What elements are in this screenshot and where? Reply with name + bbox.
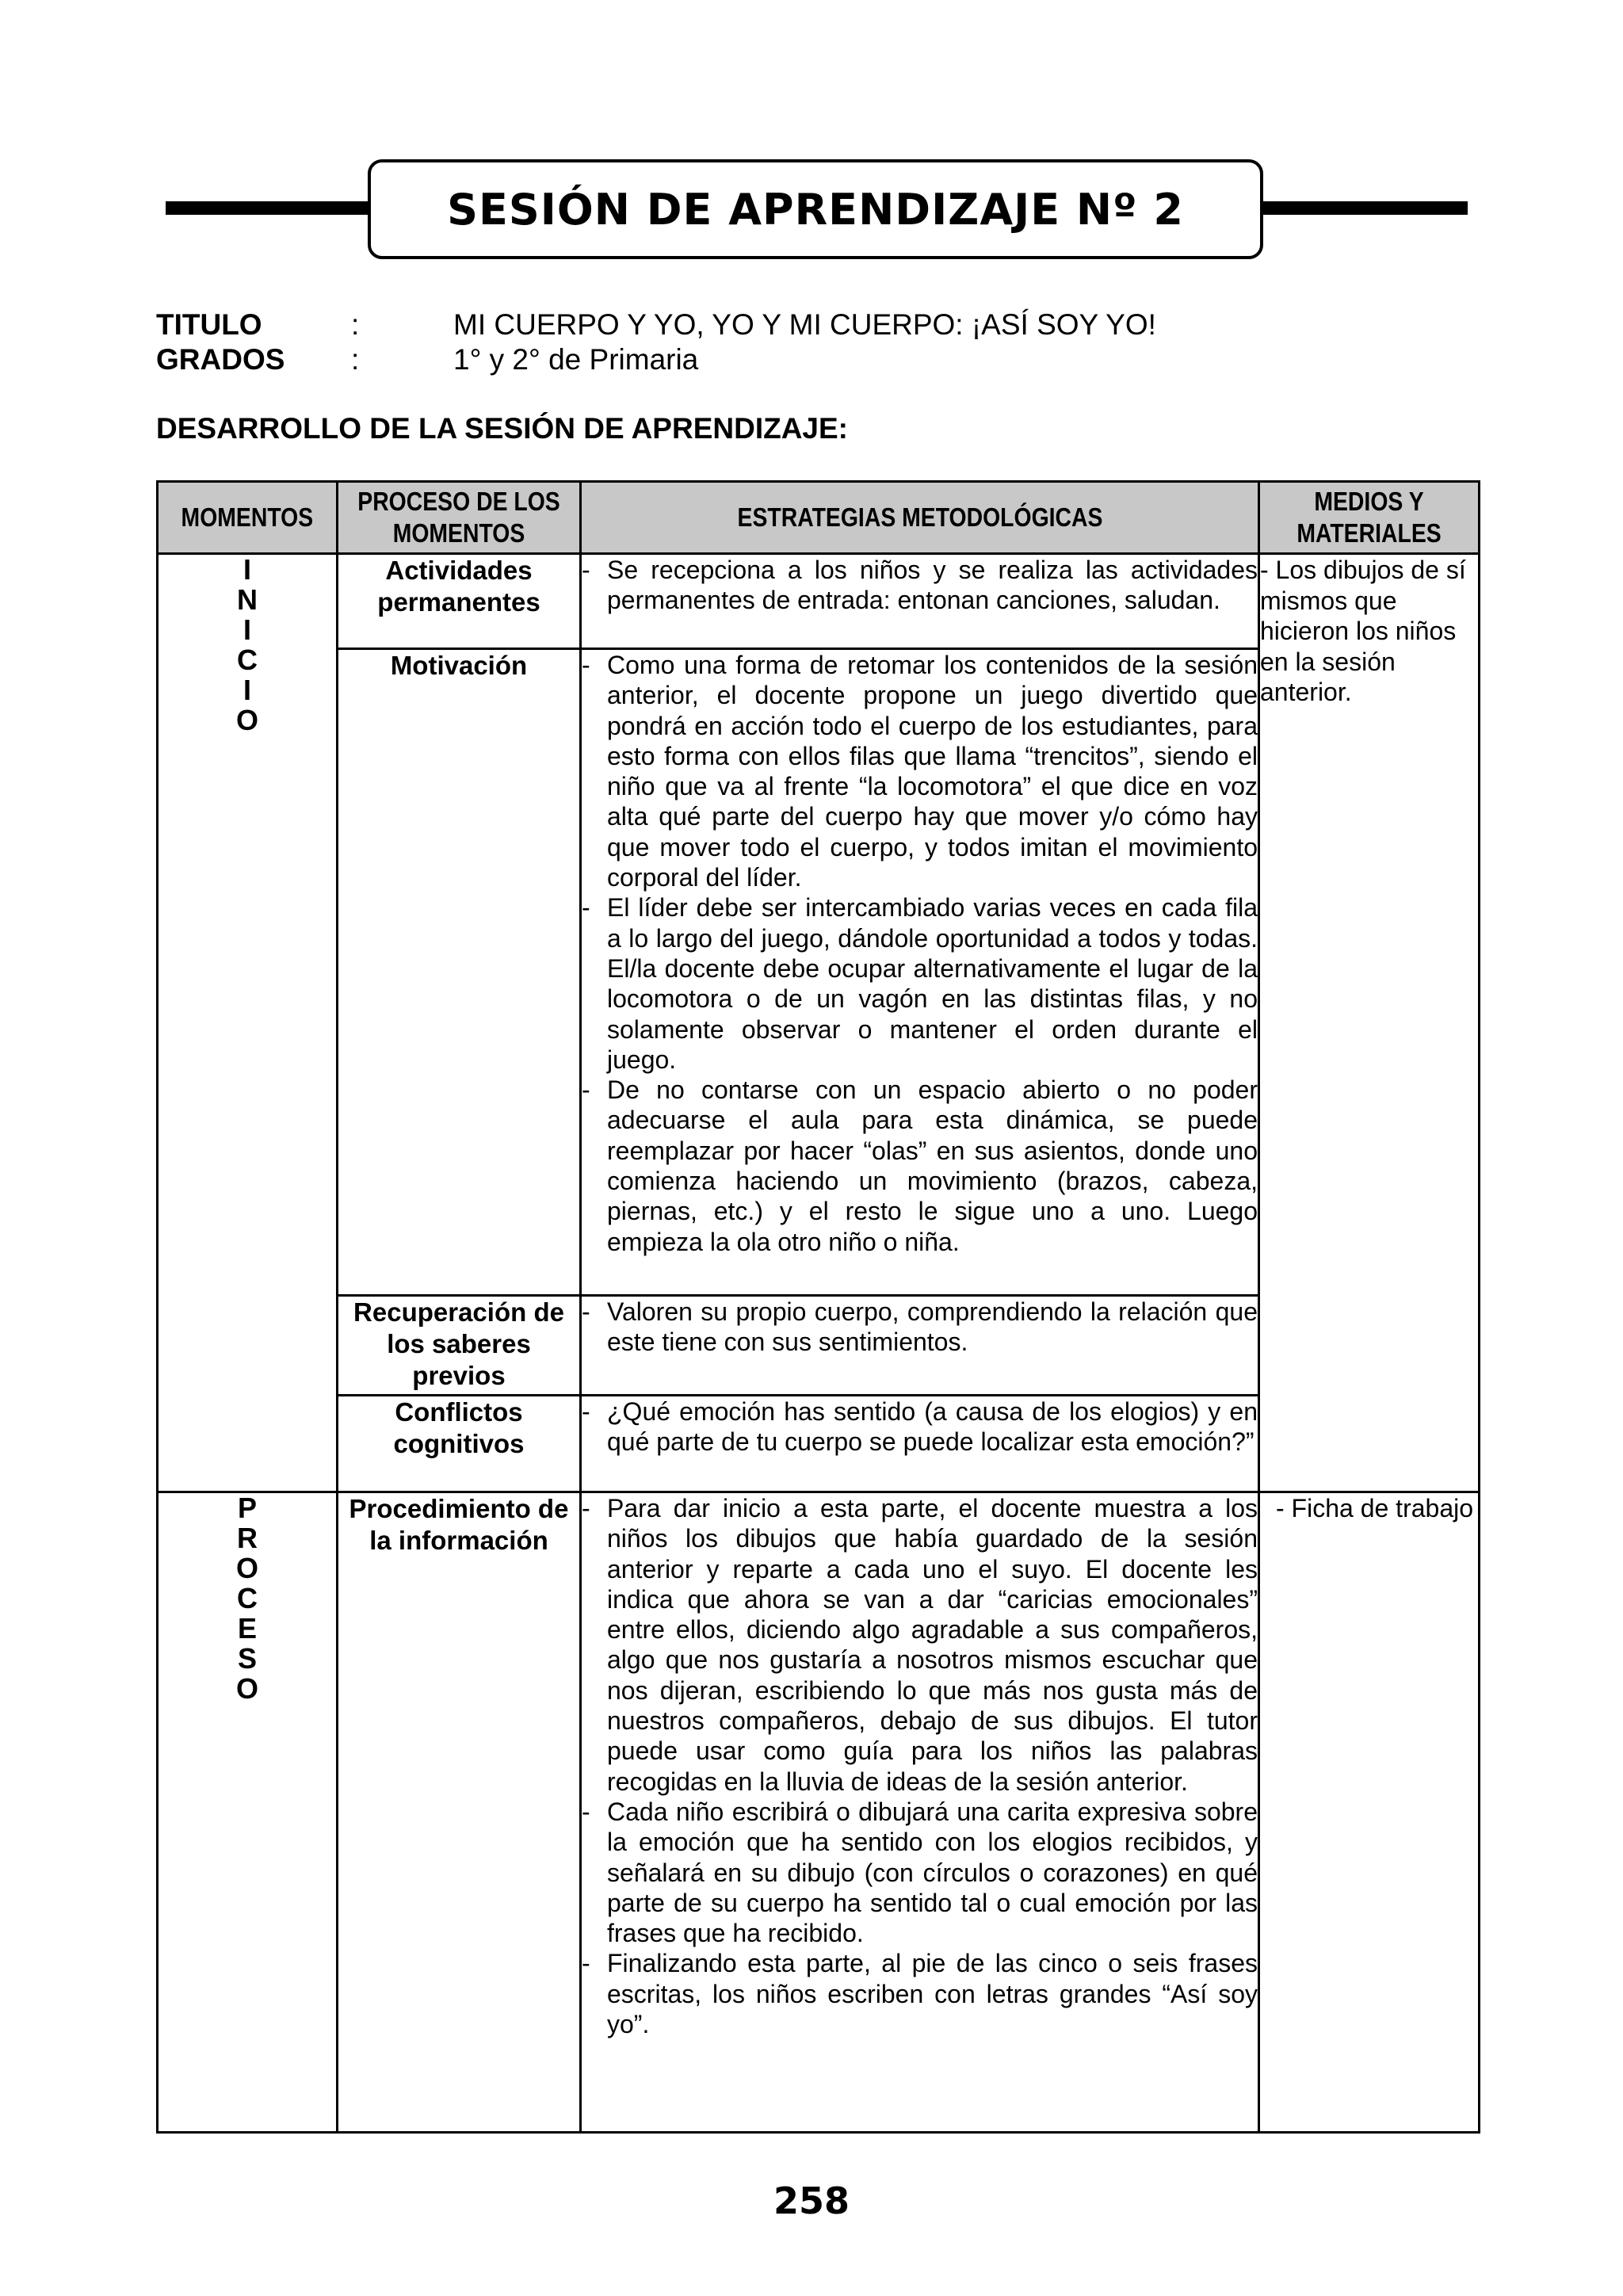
header-medios: MEDIOS Y MATERIALES — [1259, 482, 1480, 554]
title-rule-right — [1260, 201, 1468, 215]
estrategia-cell — [581, 1492, 1259, 2133]
list-item: - Para dar inicio a esta parte, el docente muestra a los niños los dibujos que había guardado de la sesión anterior y reparte a cada uno el suyo. El docente les indica que ahora se van a dar “caricias emocionales” entre ellos, diciendo algo agradable a sus compañeros, algo que nos gustaría a nosotros mismos escuchar que nos dijeran, escribiendo lo que más nos gusta más de nuestros compañeros, debajo de sus dibujos. El tutor puede usar como guía para los niños las palabras recogidas en la lluvia de ideas de la sesión anterior. — [582, 1494, 1258, 1796]
estrategia-cell — [581, 649, 1259, 1296]
estrategia-cell — [581, 1296, 1259, 1396]
header-estrategias: ESTRATEGIAS METODOLÓGICAS — [581, 482, 1259, 554]
proceso-recuperacion: Recuperación de los saberes previos — [338, 1296, 581, 1396]
grados-colon: : — [351, 343, 360, 376]
grados-value: 1° y 2° de Primaria — [453, 343, 699, 376]
list-item: - Como una forma de retomar los contenidos de la sesión anterior, el docente propone un juego divertido que pondrá en acción todo el cuerpo de los estudiantes, para esto forma con ellos filas que llama “trencitos”, siendo el niño que va al frente “la locomotora” el que dice en voz alta qué parte del cuerpo hay que mover y/o cómo hay que mover todo el cuerpo, y todos imitan el movimiento corporal del líder. — [582, 651, 1258, 892]
section-heading: DESARROLLO DE LA SESIÓN DE APRENDIZAJE: — [156, 412, 849, 445]
materiales-inicio: - Los dibujos de sí mismos que hicieron los niños en la sesión anterior. — [1259, 554, 1480, 1492]
grados-label: GRADOS — [156, 343, 285, 376]
header-momentos: MOMENTOS — [158, 482, 338, 554]
moment-proceso: P R O C E S O — [158, 1492, 338, 2133]
table-row — [158, 1492, 1480, 2133]
list-item: - De no contarse con un espacio abierto o no poder adecuarse el aula para esta dinámica, se puede reemplazar por hacer “olas” en sus asientos, donde uno comienza haciendo un movimiento (brazos, cabeza, piernas, etc.) y el resto le sigue uno a uno. Luego empieza la ola otro niño o niña. — [582, 1075, 1258, 1256]
header-proceso: PROCESO DE LOS MOMENTOS — [338, 482, 581, 554]
titulo-value: MI CUERPO Y YO, YO Y MI CUERPO: ¡ASÍ SOY YO! — [453, 308, 1156, 341]
list-item: - Se recepciona a los niños y se realiza las actividades permanentes de entrada: entonan canciones, saludan. — [582, 556, 1258, 615]
page-number: 258 — [773, 2179, 850, 2222]
materiales-proceso: - Ficha de trabajo — [1259, 1492, 1480, 2133]
list-item: - Valoren su propio cuerpo, comprendiendo la relación que este tiene con sus sentimientos. — [582, 1297, 1258, 1357]
proceso-conflictos: Conflictos cognitivos — [338, 1396, 581, 1492]
list-item: - ¿Qué emoción has sentido (a causa de los elogios) y en qué parte de tu cuerpo se puede localizar esta emoción?” — [582, 1397, 1258, 1457]
estrategia-cell — [581, 1396, 1259, 1492]
proceso-actividades: Actividades permanentes — [338, 554, 581, 649]
estrategia-cell — [581, 554, 1259, 649]
list-item: - Cada niño escribirá o dibujará una carita expresiva sobre la emoción que ha sentido con los elogios recibidos, y señalará en su dibujo (con círculos o corazones) en qué parte de su cuerpo ha sentido tal o cual emoción por las frases que ha recibido. — [582, 1797, 1258, 1948]
title-box — [368, 159, 1263, 259]
titulo-label: TITULO — [156, 308, 262, 341]
table-row — [158, 554, 1480, 649]
page-title: SESIÓN DE APRENDIZAJE Nº 2 — [447, 184, 1184, 235]
table-header-row — [158, 482, 1480, 554]
list-item: - El líder debe ser intercambiado varias veces en cada fila a lo largo del juego, dándole oportunidad a todos y todas. El/la docente debe ocupar alternativamente el lugar de la locomotora o de un vagón en las distintas filas, y no solamente observar o mantener el orden durante el juego. — [582, 893, 1258, 1074]
session-table — [156, 480, 1480, 2134]
titulo-colon: : — [351, 308, 360, 341]
proceso-motivacion: Motivación — [338, 649, 581, 1296]
title-rule-left — [166, 201, 372, 215]
list-item: - Finalizando esta parte, al pie de las cinco o seis frases escritas, los niños escriben con letras grandes “Así soy yo”. — [582, 1949, 1258, 2039]
proceso-procedimiento: Procedimiento de la información — [338, 1492, 581, 2133]
moment-inicio: I N I C I O — [158, 554, 338, 1492]
